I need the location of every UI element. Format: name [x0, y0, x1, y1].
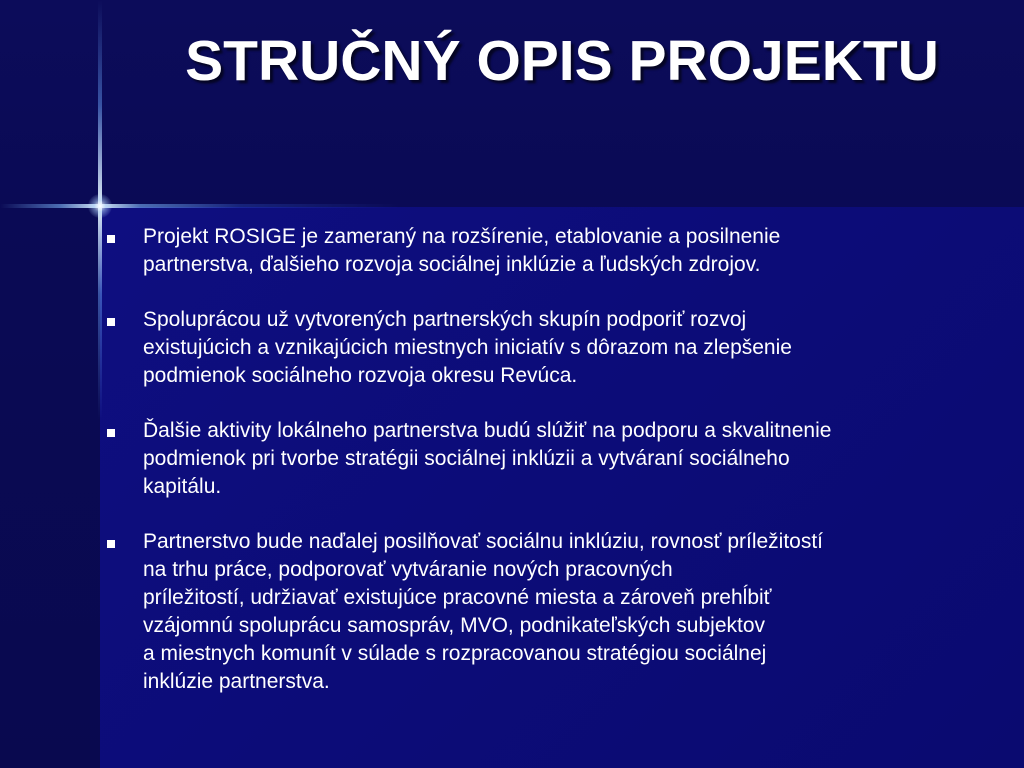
bullet-line: existujúcich a vznikajúcich miestnych iniciatív s dôrazom na zlepšenie: [143, 336, 792, 359]
bullet-item: [107, 417, 1007, 501]
bullet-line: partnerstva, ďalšieho rozvoja sociálnej inklúzie a ľudských zdrojov.: [143, 253, 761, 276]
square-bullet-icon: [107, 318, 115, 326]
square-bullet-icon: [107, 540, 115, 548]
square-bullet-icon: [107, 235, 115, 243]
bullet-line: Ďalšie aktivity lokálneho partnerstva budú slúžiť na podporu a skvalitnenie: [143, 419, 832, 442]
slide-title: STRUČNÝ OPIS PROJEKTU: [185, 29, 939, 93]
bullet-line: vzájomnú spoluprácu samospráv, MVO, podnikateľských subjektov: [143, 614, 766, 637]
bullet-line: podmienok sociálneho rozvoja okresu Revúca.: [143, 364, 578, 387]
left-band: [0, 207, 100, 768]
light-flare-icon: [88, 194, 112, 218]
square-bullet-icon: [107, 429, 115, 437]
bullet-line: a miestnych komunít v súlade s rozpracovanou stratégiou sociálnej: [143, 642, 767, 665]
bullet-item: [107, 528, 1007, 696]
bullet-list: [107, 223, 1007, 723]
bullet-line: na trhu práce, podporovať vytváranie nových pracovných: [143, 558, 673, 581]
bullet-line: Partnerstvo bude naďalej posilňovať sociálnu inklúziu, rovnosť príležitostí: [143, 530, 824, 553]
bullet-line: príležitostí, udržiavať existujúce pracovné miesta a zároveň prehĺbiť: [143, 586, 772, 609]
bullet-line: inklúzie partnerstva.: [143, 670, 330, 693]
bullet-line: kapitálu.: [143, 475, 222, 498]
bullet-line: Projekt ROSIGE je zameraný na rozšírenie, etablovanie a posilnenie: [143, 225, 781, 248]
light-flare-horizontal: [0, 204, 400, 208]
bullet-item: [107, 223, 1007, 279]
bullet-line: Spoluprácou už vytvorených partnerských skupín podporiť rozvoj: [143, 308, 747, 331]
bullet-item: [107, 306, 1007, 390]
bullet-line: podmienok pri tvorbe stratégii sociálnej inklúzii a vytváraní sociálneho: [143, 447, 790, 470]
